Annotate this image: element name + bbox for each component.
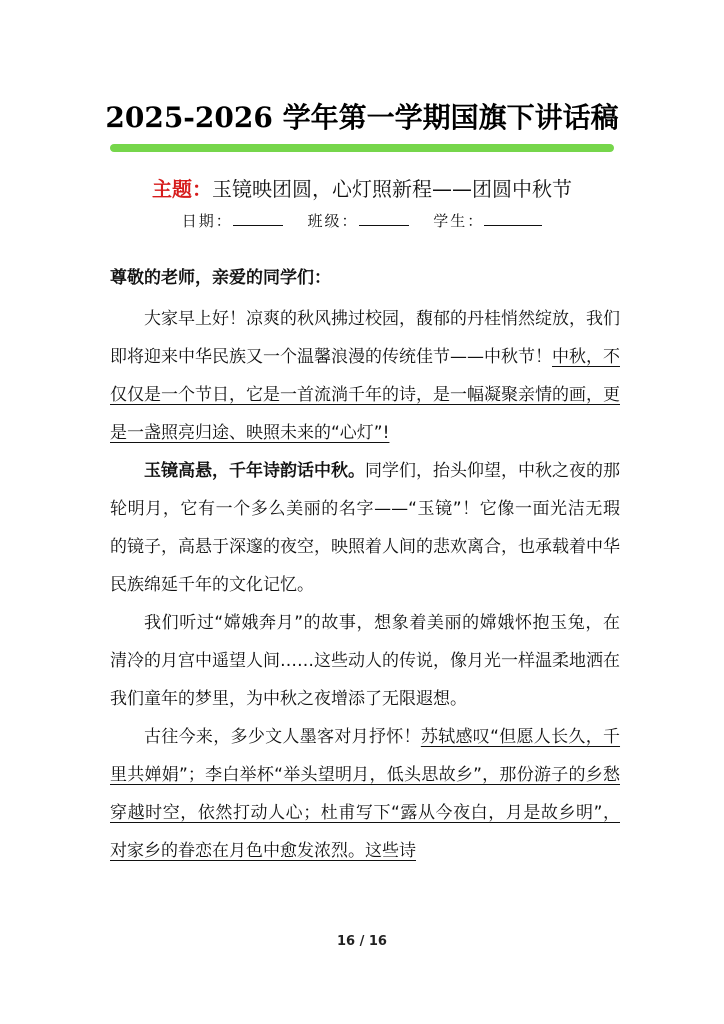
paragraph-1 — [110, 300, 620, 452]
meta-line — [0, 210, 724, 231]
class-label: 班级： — [307, 212, 359, 230]
date-blank — [233, 211, 283, 226]
student-blank — [484, 211, 542, 226]
greeting: 尊敬的老师，亲爱的同学们： — [110, 268, 331, 288]
paragraph-4-underlined: 苏轼感叹“但愿人长久，千里共婵娟”；李白举杯“举头望明月，低头思故乡”，那份游子的乡愁穿越时空，依然打动人心；杜甫写下“露从今夜白，月是故乡明”，对家乡的眷恋在月色中愈发浓烈。这些诗 — [110, 727, 621, 861]
paragraph-1-underlined: 中秋，不仅仅是一个节日，它是一首流淌千年的诗，是一幅凝聚亲情的画，更是一盏照亮归途、映照未来的“心灯”! — [110, 347, 620, 443]
subject-text: 玉镜映团圆，心灯照新程——团圆中秋节 — [212, 177, 572, 201]
subject-label: 主题： — [152, 177, 212, 201]
student-label: 学生： — [433, 212, 485, 230]
paragraph-4-text: 古往今来，多少文人墨客对月抒怀！ — [144, 727, 421, 747]
paragraph-1-text: 大家早上好！凉爽的秋风拂过校园，馥郁的丹桂悄然绽放，我们即将迎来中华民族又一个温馨浪漫的传统佳节——中秋节！ — [110, 309, 620, 367]
page-title: 2025-2026 学年第一学期国旗下讲话稿 — [105, 101, 619, 134]
paragraph-2 — [110, 452, 620, 604]
title-divider — [110, 144, 614, 152]
paragraph-3: 我们听过“嫦娥奔月”的故事，想象着美丽的嫦娥怀抱玉兔，在清冷的月宫中遥望人间……这些动人的传说，像月光一样温柔地洒在我们童年的梦里，为中秋之夜增添了无限遐想。 — [110, 613, 620, 709]
paragraph-2-text: 同学们，抬头仰望，中秋之夜的那轮明月，它有一个多么美丽的名字——“玉镜”！它像一面光洁无瑕的镜子，高悬于深邃的夜空，映照着人间的悲欢离合，也承载着中华民族绵延千年的文化记忆。 — [110, 461, 620, 595]
paragraph-2-heading: 玉镜高悬，千年诗韵话中秋。 — [144, 461, 365, 481]
page-number: 16 / 16 — [337, 934, 387, 949]
paragraph-4 — [110, 718, 620, 870]
date-label: 日期： — [181, 212, 233, 230]
subject-line — [0, 173, 724, 202]
class-blank — [359, 211, 409, 226]
speech-body — [110, 266, 620, 870]
